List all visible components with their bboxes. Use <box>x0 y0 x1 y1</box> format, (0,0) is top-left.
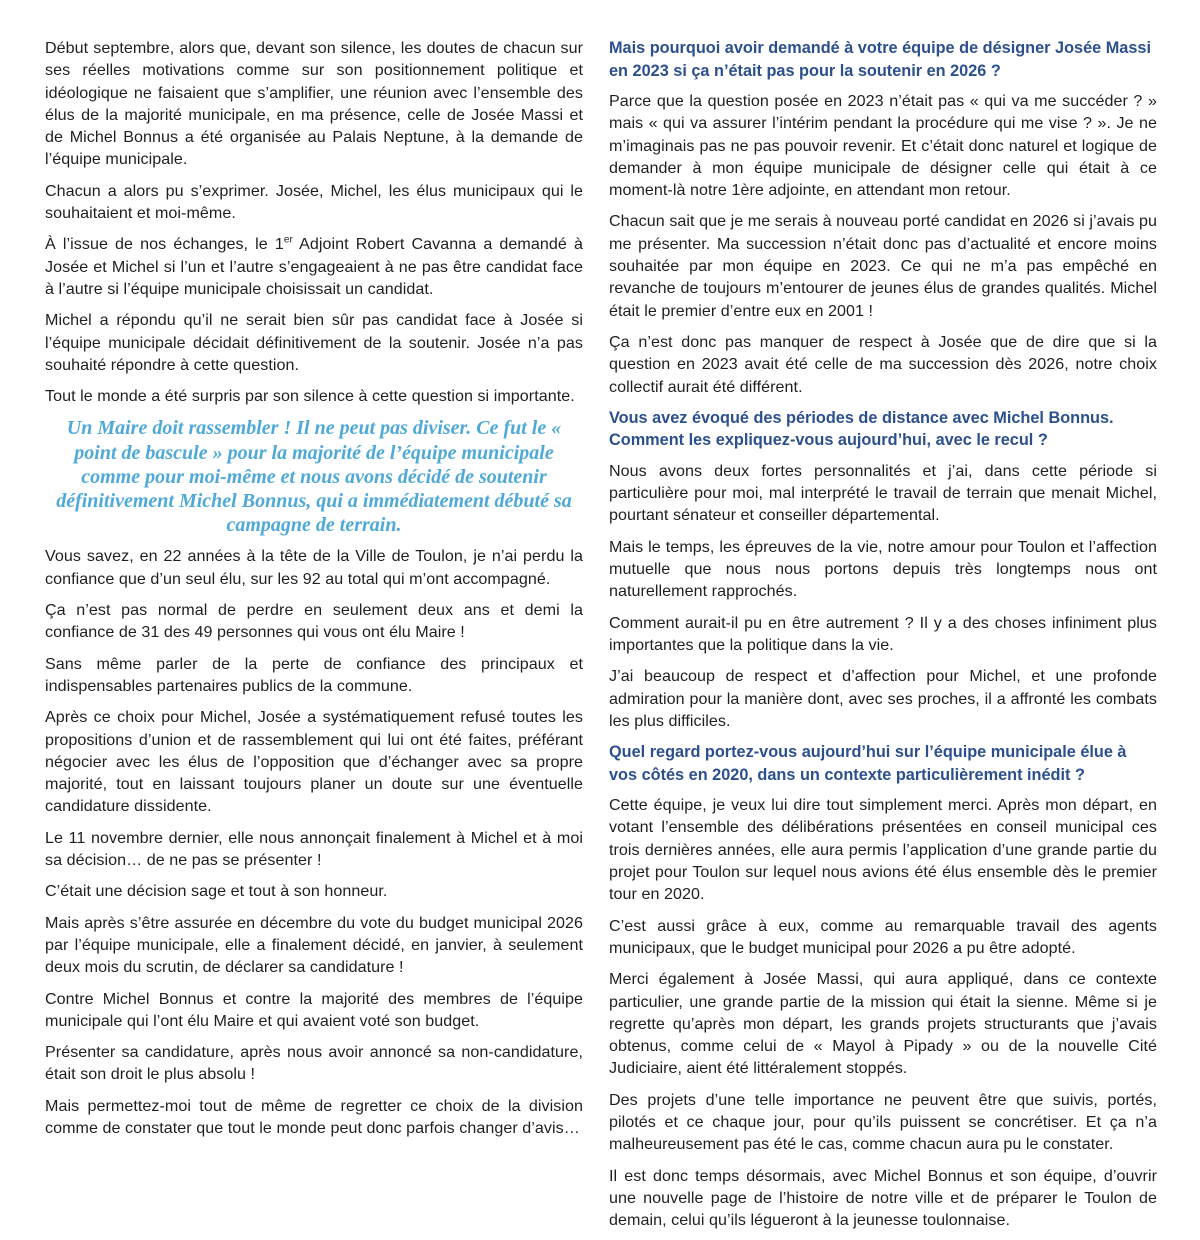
paragraph <box>45 233 583 300</box>
right-column <box>609 37 1157 1240</box>
paragraph: Présenter sa candidature, après nous avoir annoncé sa non-candidature, était son droit le plus absolu ! <box>45 1043 583 1084</box>
paragraph: Début septembre, alors que, devant son silence, les doutes de chacun sur ses réelles motivations comme sur son positionnement politique et idéologique ne faisaient que s’amplifier, une réunion avec l’ensemble des élus de la majorité municipale, en ma présence, celle de Josée Massi et de Michel Bonnus a été organisée au Palais Neptune, à la demande de l’équipe municipale. <box>45 39 583 169</box>
paragraph-text: Adjoint Robert Cavanna a demandé à Josée et Michel si l’un et l’autre s’engageaient à ne pas être candidat face à l’autre si l’équipe municipale choisissait un candidat. <box>45 235 583 298</box>
paragraph: Cette équipe, je veux lui dire tout simplement merci. Après mon départ, en votant l’ensemble des délibérations présentées en conseil municipal ces trois dernières années, elle aura permis l’application d’une grande partie du projet pour Toulon sur lequel nous avions été élus ensemble dès le premier tour en 2020. <box>609 796 1157 904</box>
paragraph: J’ai beaucoup de respect et d’affection pour Michel, et une profonde admiration pour la manière dont, avec ses proches, il a affronté les combats les plus difficiles. <box>609 667 1157 730</box>
paragraph: Après ce choix pour Michel, Josée a systématiquement refusé toutes les propositions d’union et de rassemblement qui lui ont été faites, préférant négocier avec les élus de l’opposition que d’échanger avec sa propre majorité, tout en laissant toujours planer un doute sur une éventuelle candidature dissidente. <box>45 708 583 816</box>
paragraph: Ça n’est donc pas manquer de respect à Josée que de dire que si la question en 2023 avait été celle de ma succession dès 2026, notre choix collectif aurait été différent. <box>609 332 1157 396</box>
paragraph: Chacun sait que je me serais à nouveau porté candidat en 2026 si j’avais pu me présenter. Ma succession n’était donc pas d’actualité et encore moins souhaitée par mon équipe en 2023. Ce qui ne m’a pas empêché en revanche de toujours m’entourer de jeunes élus de grandes qualités. Michel était le premier d’entre eux en 2001 ! <box>609 212 1157 320</box>
interview-question: Mais pourquoi avoir demandé à votre équipe de désigner Josée Massi en 2023 si ça n’était pas pour la soutenir en 2026 ? <box>609 39 1151 80</box>
paragraph-text: À l’issue de nos échanges, le 1 <box>45 235 284 254</box>
paragraph: Chacun a alors pu s’exprimer. Josée, Michel, les élus municipaux qui le souhaitaient et moi-même. <box>45 181 583 223</box>
paragraph: Vous savez, en 22 années à la tête de la Ville de Toulon, je n’ai perdu la confiance que d’un seul élu, sur les 92 au total qui m’ont accompagné. <box>45 547 583 588</box>
paragraph: Le 11 novembre dernier, elle nous annonçait finalement à Michel et à moi sa décision… de ne pas se présenter ! <box>45 828 583 870</box>
left-column <box>45 37 583 1148</box>
paragraph: Contre Michel Bonnus et contre la majorité des membres de l’équipe municipale qui l’ont élu Maire et qui avaient voté son budget. <box>45 989 583 1030</box>
paragraph: Mais le temps, les épreuves de la vie, notre amour pour Toulon et l’affection mutuelle que nous nous portons depuis très longtemps nous ont naturellement rapprochés. <box>609 537 1157 601</box>
paragraph: Mais après s’être assurée en décembre du vote du budget municipal 2026 par l’équipe municipale, elle a finalement décidé, en janvier, à seulement deux mois du scrutin, de déclarer sa candidature ! <box>45 913 583 977</box>
paragraph: C’est aussi grâce à eux, comme au remarquable travail des agents municipaux, que le budget municipal pour 2026 a pu être adopté. <box>609 916 1157 957</box>
paragraph: Des projets d’une telle importance ne peuvent être que suivis, portés, pilotés et ce chaque jour, pour qu’ils puissent se concrétiser. Et ça n’a malheureusement pas été le cas, comme chacun aura pu le constater. <box>609 1090 1157 1154</box>
paragraph: Comment aurait-il pu en être autrement ? Il y a des choses infiniment plus importantes que la politique dans la vie. <box>609 613 1157 654</box>
paragraph: Ça n’est pas normal de perdre en seulement deux ans et demi la confiance de 31 des 49 personnes qui vous ont élu Maire ! <box>45 601 583 642</box>
paragraph: Tout le monde a été surpris par son silence à cette question si importante. <box>45 387 575 406</box>
ordinal-suffix: er <box>283 235 293 247</box>
paragraph: Nous avons deux fortes personnalités et j’ai, dans cette période si particulière pour moi, mal interprété le travail de terrain que menait Michel, pourtant sénateur et conseiller départemental. <box>609 461 1157 525</box>
paragraph: C’était une décision sage et tout à son honneur. <box>45 882 388 901</box>
paragraph: Mais permettez-moi tout de même de regretter ce choix de la division comme de constater que tout le monde peut donc parfois changer d’avis… <box>45 1096 583 1137</box>
interview-question: Vous avez évoqué des périodes de distance avec Michel Bonnus. Comment les expliquez-vous aujourd’hui, avec le recul ? <box>609 408 1114 450</box>
paragraph: Michel a répondu qu’il ne serait bien sûr pas candidat face à Josée si l’équipe municipale décidait définitivement de la soutenir. Josée n’a pas souhaité répondre à cette question. <box>45 311 583 374</box>
paragraph: Parce que la question posée en 2023 n’était pas « qui va me succéder ? » mais « qui va assurer l’intérim pendant la procédure qui me vise ? ». Je ne m’imaginais pas ne pas pouvoir revenir. Et c’était donc naturel et logique de demander à mon équipe municipale de désigner celle qui était à ce moment-là notre 1ère adjointe, en attendant mon retour. <box>609 92 1157 200</box>
pull-quote: Un Maire doit rassembler ! Il ne peut pas diviser. Ce fut le « point de bascule » pour la majorité de l’équipe municipale comme pour moi-même et nous avons décidé de soutenir définitivement Michel Bonnus, qui a immédiatement débuté sa campagne de terrain. <box>56 417 572 537</box>
paragraph: Sans même parler de la perte de confiance des principaux et indispensables partenaires publics de la commune. <box>45 654 583 695</box>
paragraph: Merci également à Josée Massi, qui aura appliqué, dans ce contexte particulier, une grande partie de la mission qui était la sienne. Même si je regrette qu’après mon départ, les grands projets structurants que j’avais obtenus, comme celui de « Mayol à Pipady » ou de la nouvelle Cité Judiciaire, aient été littéralement stoppés. <box>609 970 1157 1078</box>
paragraph: Il est donc temps désormais, avec Michel Bonnus et son équipe, d’ouvrir une nouvelle page de l’histoire de notre ville et de préparer le Toulon de demain, celui qu’ils légueront à la jeunesse toulonnaise. <box>609 1166 1157 1230</box>
interview-question: Quel regard portez-vous aujourd’hui sur l’équipe municipale élue à vos côtés en 2020, dans un contexte particulièrement inédit ? <box>609 743 1127 784</box>
